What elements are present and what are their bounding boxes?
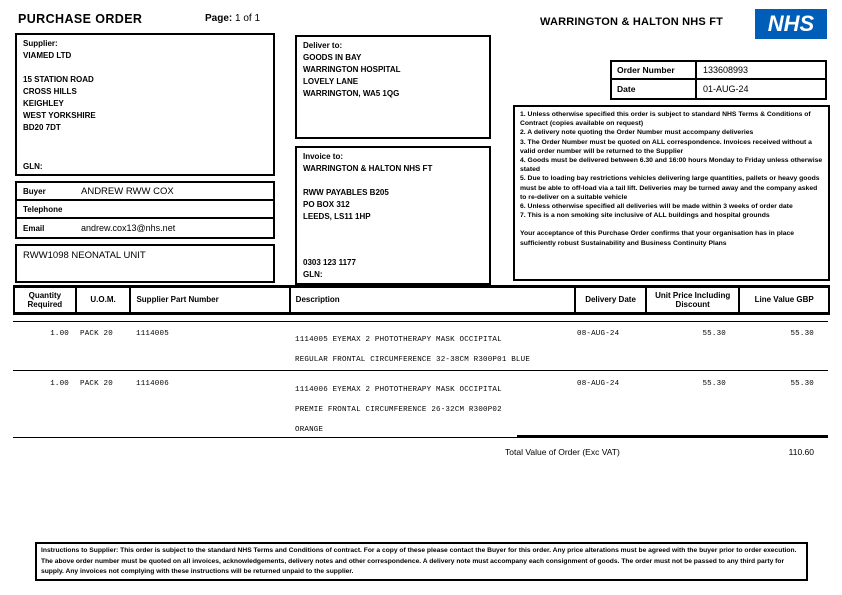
invoice-to-label: Invoice to: (303, 152, 344, 161)
item-row (13, 380, 830, 440)
nhs-logo-icon: NHS (755, 9, 827, 39)
page-title: PURCHASE ORDER (18, 12, 143, 26)
telephone-label: Telephone (23, 204, 63, 214)
supplier-gln-label: GLN: (23, 162, 43, 171)
invoice-phone: 0303 123 1177 (303, 258, 356, 267)
page-indicator (205, 13, 260, 24)
item-unit-price: 55.30 (702, 380, 726, 388)
item-line-value: 55.30 (790, 330, 814, 338)
item-part-number: 1114005 (136, 330, 169, 338)
items-table-header (13, 285, 830, 315)
item-description-line: PREMIE FRONTAL CIRCUMFERENCE 26-32CM R300P02 (295, 406, 502, 414)
item-uom: PACK 20 (80, 380, 113, 388)
header-uom: U.O.M. (77, 288, 132, 312)
buyer-table (15, 181, 275, 239)
email-label: Email (23, 223, 45, 233)
supplier-address-line: 15 STATION ROAD (23, 75, 94, 84)
terms-line: 2. A delivery note quoting the Order Number must accompany deliveries (520, 129, 754, 137)
row-divider-line (13, 370, 828, 371)
item-description-line: 1114005 EYEMAX 2 PHOTOTHERAPY MASK OCCIPITAL (295, 336, 502, 344)
terms-line: 4. Goods must be delivered between 6.30 and 16:00 hours Monday to Friday unless otherwise stated (520, 157, 823, 174)
deliver-to-line: LOVELY LANE (303, 77, 359, 86)
department-text: RWW1098 NEONATAL UNIT (23, 250, 146, 261)
total-value: 110.60 (788, 447, 814, 457)
header-supplier-part-number: Supplier Part Number (131, 288, 290, 312)
item-description-line: ORANGE (295, 426, 324, 434)
order-date-value: 01-AUG-24 (703, 84, 749, 94)
item-description-line: 1114006 EYEMAX 2 PHOTOTHERAPY MASK OCCIPITAL (295, 386, 502, 394)
deliver-to-line: GOODS IN BAY (303, 53, 362, 62)
divider-line (13, 321, 828, 322)
deliver-to-label: Deliver to: (303, 41, 343, 50)
terms-line: 5. Due to loading bay restrictions vehicles delivering large quantities, pallets or heavy goods must be able to off-load via a tail lift. Deliveries may be turned away and the company asked to re-deliver on a suitable vehicle (520, 175, 820, 201)
supplier-address-line: WEST YORKSHIRE (23, 111, 96, 120)
telephone-row (17, 201, 273, 219)
header-description: Description (291, 288, 577, 312)
header-unit-price: Unit Price Including Discount (647, 288, 741, 312)
item-description-line: REGULAR FRONTAL CIRCUMFERENCE 32-38CM R300P01 BLUE (295, 356, 531, 364)
item-unit-price: 55.30 (702, 330, 726, 338)
buyer-row (17, 183, 273, 201)
item-quantity: 1.00 (50, 330, 69, 338)
invoice-to-line: PO BOX 312 (303, 200, 350, 209)
item-part-number: 1114006 (136, 380, 169, 388)
item-row (13, 330, 830, 370)
terms-line: 7. This is a non smoking site inclusive of ALL buildings and hospital grounds (520, 212, 770, 220)
terms-acceptance: Your acceptance of this Purchase Order confirms that your organisation has in place sufficiently robust Sustainability and Business Continuity Plans (520, 230, 795, 247)
invoice-to-line: LEEDS, LS11 1HP (303, 212, 371, 221)
item-delivery-date: 08-AUG-24 (577, 380, 620, 388)
supplier-box (15, 33, 275, 176)
terms-line: 3. The Order Number must be quoted on ALL correspondence. Invoices received without a valid order number will be returned to the Supplier (520, 138, 812, 155)
terms-line: 1. Unless otherwise specified this order is subject to standard NHS Terms & Conditions of Contract (copies available on request) (520, 111, 811, 128)
item-quantity: 1.00 (50, 380, 69, 388)
order-number-row (612, 62, 825, 80)
order-date-row (612, 80, 825, 98)
supplier-label: Supplier: (23, 39, 58, 48)
deliver-to-box (295, 35, 491, 139)
item-line-value: 55.30 (790, 380, 814, 388)
item-description (290, 380, 577, 440)
item-delivery-date: 08-AUG-24 (577, 330, 620, 338)
invoice-gln-label: GLN: (303, 270, 323, 279)
page-value: 1 of 1 (235, 13, 261, 24)
deliver-to-line: WARRINGTON HOSPITAL (303, 65, 401, 74)
total-label: Total Value of Order (Exc VAT) (505, 447, 620, 457)
order-info-table (610, 60, 827, 100)
supplier-address-line: KEIGHLEY (23, 99, 64, 108)
terms-box (513, 105, 830, 281)
email-value: andrew.cox13@nhs.net (81, 223, 176, 233)
supplier-address (23, 74, 267, 134)
invoice-contact (303, 257, 356, 281)
order-number-value: 133608993 (703, 65, 749, 75)
page-label: Page: (205, 13, 233, 24)
item-uom: PACK 20 (80, 330, 113, 338)
item-description (290, 330, 577, 370)
supplier-address-line: BD20 7DT (23, 123, 61, 132)
terms-line: 6. Unless otherwise specified all deliveries will be made within 3 weeks of order date (520, 203, 793, 211)
header-delivery-date: Delivery Date (576, 288, 647, 312)
invoice-to-box (295, 146, 491, 285)
invoice-to-line: RWW PAYABLES B205 (303, 188, 389, 197)
supplier-instructions-text: Instructions to Supplier: This order is subject to the standard NHS Terms and Conditions of contract. For a copy of these please contact the Buyer for this order. Any price alterations must be agreed with the buyer prior to order execution. The above order number must be quoted on all invoices, acknowledgements, delivery notes and other correspondence. A delivery note must accompany each consignment of goods. The order must not be passed to any third party for supply. Any invoices not complying with these instructions will be returned unpaid to the supplier. (41, 547, 797, 575)
buyer-label: Buyer (23, 186, 46, 196)
email-row (17, 219, 273, 237)
header-quantity-required: Quantity Required (15, 288, 77, 312)
buyer-name: ANDREW RWW COX (81, 185, 174, 197)
invoice-to-name: WARRINGTON & HALTON NHS FT (303, 164, 433, 173)
department-box (15, 244, 275, 283)
trust-name: WARRINGTON & HALTON NHS FT (540, 16, 724, 28)
order-number-label: Order Number (612, 62, 697, 78)
supplier-address-line: CROSS HILLS (23, 87, 77, 96)
order-date-label: Date (612, 80, 697, 98)
deliver-to-line: WARRINGTON, WA5 1QG (303, 89, 400, 98)
supplier-instructions-box (35, 542, 808, 581)
header-line-value: Line Value GBP (754, 295, 814, 305)
supplier-name: VIAMED LTD (23, 51, 72, 60)
